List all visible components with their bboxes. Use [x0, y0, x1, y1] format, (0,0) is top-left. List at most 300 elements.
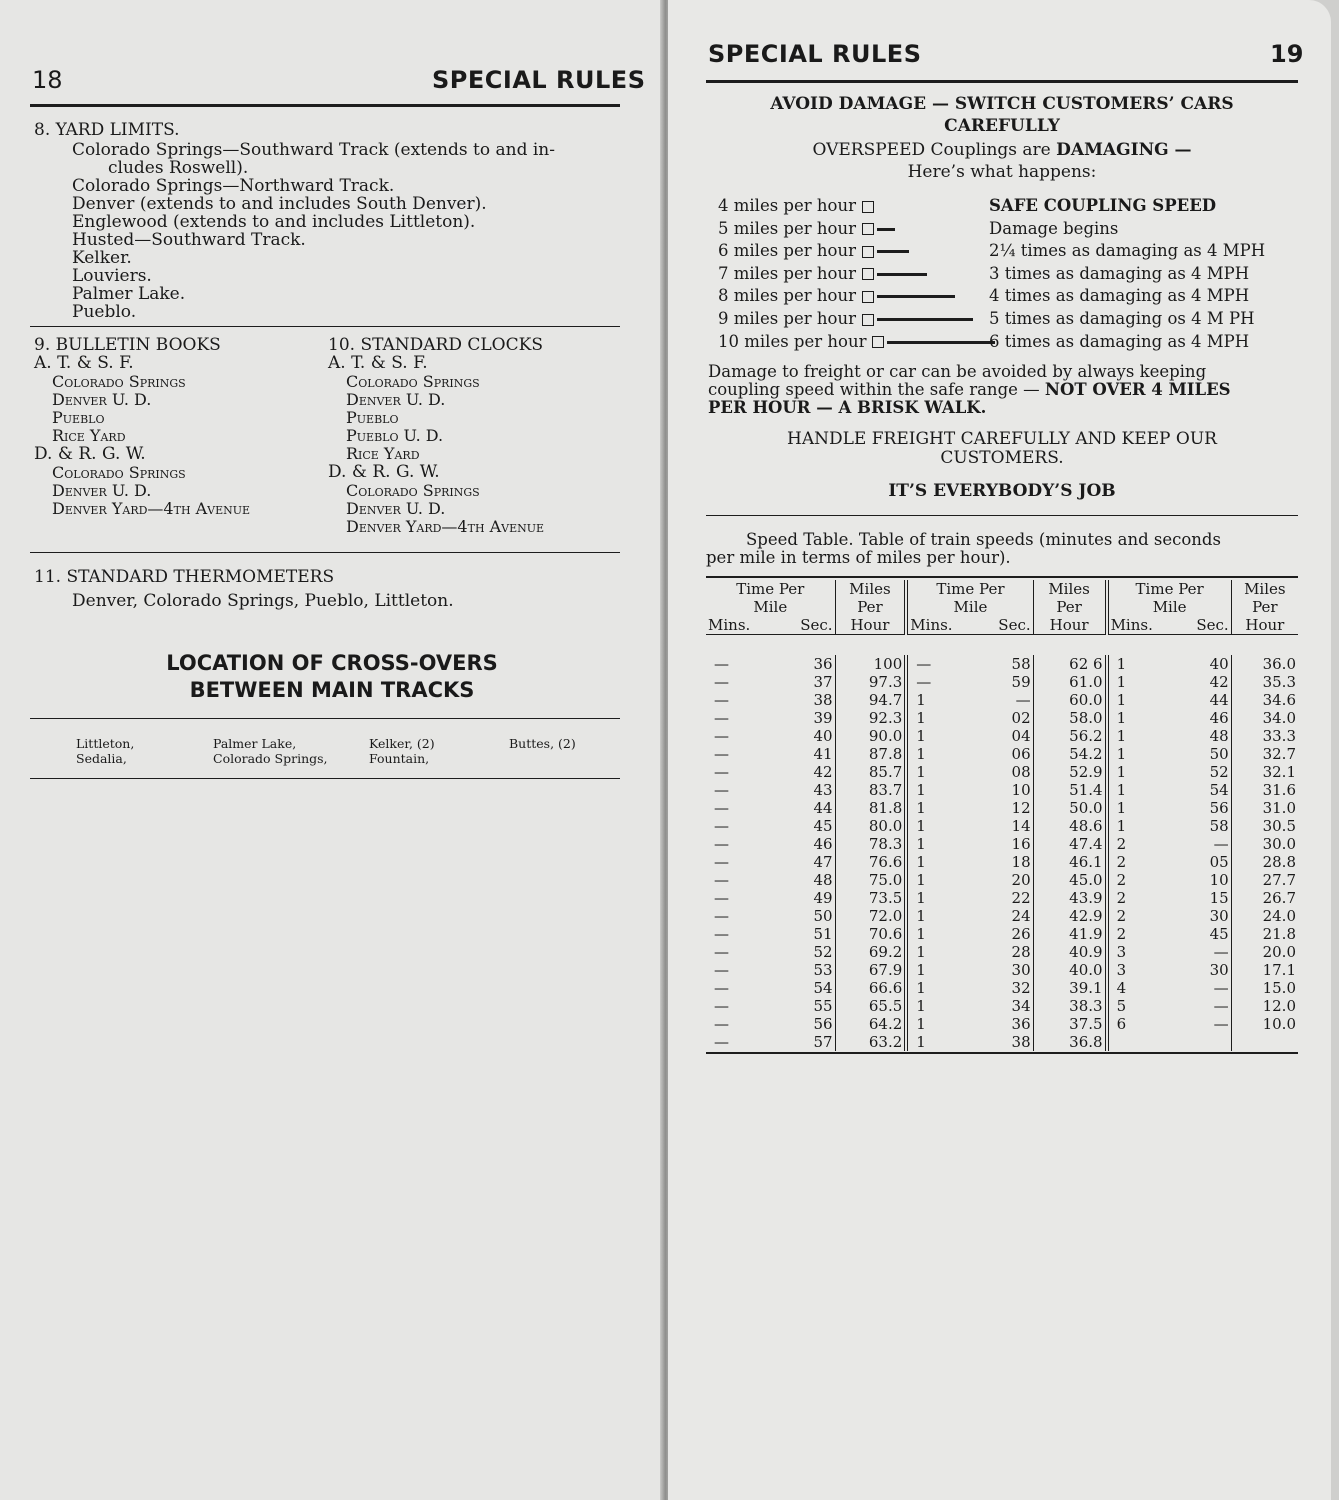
left-page — [0, 0, 664, 1500]
header-mph-line: Per — [1252, 598, 1278, 616]
table-cell: 72.0 — [835, 907, 906, 925]
table-cell: 94.7 — [835, 691, 906, 709]
crossover-location: Fountain, — [369, 751, 430, 766]
left-page-header: SPECIAL RULES — [432, 66, 646, 94]
table-cell: 42.9 — [1033, 907, 1106, 925]
clock-place: Pueblo U. D. — [346, 426, 444, 445]
table-cell: 58 — [1171, 817, 1231, 835]
handle-freight-1: HANDLE FREIGHT CAREFULLY AND KEEP OUR — [787, 429, 1217, 449]
table-cell: 2 — [1116, 925, 1127, 943]
table-cell: 2 — [1116, 907, 1127, 925]
avoid-damage-title: AVOID DAMAGE — SWITCH CUSTOMERS’ CARS — [770, 94, 1234, 114]
yard-limit-line: Denver (extends to and includes South Denver). — [72, 194, 487, 214]
header-mins: Mins. — [1110, 616, 1153, 634]
coupling-speed-row — [718, 286, 955, 306]
table-cell: — — [714, 853, 729, 871]
crossover-location: Buttes, (2) — [509, 736, 576, 751]
table-cell: 1 — [1116, 745, 1127, 763]
table-cell: 06 — [975, 745, 1033, 763]
table-cell: 1 — [916, 853, 926, 871]
table-cell: 58.0 — [1033, 709, 1106, 727]
thermometers-text: Denver, Colorado Springs, Pueblo, Littleton. — [72, 591, 454, 611]
table-cell: 75.0 — [835, 871, 906, 889]
header-mph-line: Hour — [850, 616, 890, 634]
table-cell: 18 — [975, 853, 1033, 871]
table-cell: 52.9 — [1033, 763, 1106, 781]
table-cell: 1 — [916, 799, 926, 817]
table-top-rule — [706, 576, 1298, 578]
clock-place: Denver U. D. — [346, 390, 446, 409]
yard-limit-line: Colorado Springs—Northward Track. — [72, 176, 395, 196]
table-cell: 1 — [916, 835, 926, 853]
table-cell: 1 — [1116, 799, 1127, 817]
table-cell: — — [714, 709, 729, 727]
coupling-speed-row — [718, 309, 973, 329]
coupling-effect: 2¼ times as damaging as 4 MPH — [989, 241, 1266, 261]
damage-bar — [877, 250, 909, 253]
damage-text-plain: coupling speed within the safe range — — [708, 380, 1045, 399]
table-row — [706, 997, 1298, 1015]
table-cell: 32.7 — [1262, 745, 1296, 763]
table-cell: 20.0 — [1262, 943, 1296, 961]
coupling-speed-label: 10 miles per hour — [718, 331, 867, 351]
table-cell: 65.5 — [835, 997, 906, 1015]
table-cell: 53 — [788, 961, 835, 979]
table-cell: 56.2 — [1033, 727, 1106, 745]
table-cell: 33.3 — [1262, 727, 1296, 745]
table-cell: 43 — [788, 781, 835, 799]
table-row — [706, 853, 1298, 871]
table-cell: 36.8 — [1033, 1033, 1106, 1051]
table-cell: 30.0 — [1262, 835, 1296, 853]
header-time-line: Time Per — [736, 580, 805, 598]
header-mph — [1231, 580, 1298, 635]
table-cell: 2 — [1116, 835, 1127, 853]
table-cell: 20 — [975, 871, 1033, 889]
table-row — [706, 673, 1298, 691]
checkbox-square-icon — [862, 268, 874, 280]
table-cell: 69.2 — [835, 943, 906, 961]
header-divider — [706, 635, 1298, 656]
table-row — [706, 1015, 1298, 1033]
table-cell: 50 — [1171, 745, 1231, 763]
overspeed-line — [706, 140, 1298, 160]
table-cell: 55 — [788, 997, 835, 1015]
table-row — [706, 889, 1298, 907]
table-cell: 45 — [1171, 925, 1231, 943]
section-rule — [30, 718, 620, 719]
table-row — [706, 871, 1298, 889]
table-cell: 46 — [1171, 709, 1231, 727]
table-cell: 30.5 — [1262, 817, 1296, 835]
table-cell: — — [714, 943, 729, 961]
clock-place: Colorado Springs — [346, 372, 480, 391]
section-rule — [706, 515, 1298, 516]
table-cell: 40 — [788, 727, 835, 745]
table-cell: 12 — [975, 799, 1033, 817]
table-cell: 30 — [1171, 907, 1231, 925]
table-cell: — — [714, 925, 729, 943]
table-cell: — — [714, 691, 729, 709]
yard-limit-line: Kelker. — [72, 248, 132, 268]
checkbox-square-icon — [862, 314, 874, 326]
header-sec: Sec. — [788, 616, 835, 635]
speed-table-body — [706, 655, 1298, 1051]
table-cell: 05 — [1171, 853, 1231, 871]
table-cell: 63.2 — [835, 1033, 906, 1051]
table-cell: 50.0 — [1033, 799, 1106, 817]
header-mph-line: Miles — [1244, 580, 1286, 598]
table-cell: 40 — [1171, 655, 1231, 673]
damage-bar — [887, 341, 995, 344]
yard-limits-heading: 8. YARD LIMITS. — [34, 120, 180, 140]
yard-limit-line: Pueblo. — [72, 302, 137, 322]
table-cell: 08 — [975, 763, 1033, 781]
table-cell: 52 — [788, 943, 835, 961]
table-cell: 26.7 — [1262, 889, 1296, 907]
table-cell: — — [714, 727, 729, 745]
checkbox-square-icon — [872, 336, 884, 348]
table-cell: 1 — [1116, 709, 1127, 727]
table-cell: 21.8 — [1262, 925, 1296, 943]
table-row — [706, 799, 1298, 817]
coupling-speed-label: 9 miles per hour — [718, 309, 856, 328]
table-cell: — — [714, 763, 729, 781]
table-cell: — — [714, 871, 729, 889]
table-cell: 45 — [788, 817, 835, 835]
table-cell: 38 — [975, 1033, 1033, 1051]
coupling-effect: 4 times as damaging as 4 MPH — [989, 286, 1250, 306]
thermometers-heading: 11. STANDARD THERMOMETERS — [34, 567, 335, 587]
coupling-speed-label: 4 miles per hour — [718, 196, 856, 215]
table-cell: 40.9 — [1033, 943, 1106, 961]
table-cell: 42 — [788, 763, 835, 781]
table-cell: 3 — [1116, 961, 1127, 979]
coupling-speed-row — [718, 196, 874, 216]
speed-table-caption-1: Speed Table. Table of train speeds (minutes and seconds — [746, 530, 1221, 549]
table-cell: 45.0 — [1033, 871, 1106, 889]
table-cell: 92.3 — [835, 709, 906, 727]
table-cell: 30 — [1171, 961, 1231, 979]
header-mph — [1033, 580, 1106, 635]
table-row — [706, 943, 1298, 961]
table-cell: 39.1 — [1033, 979, 1106, 997]
coupling-speed-label: 6 miles per hour — [718, 241, 856, 261]
table-cell: 1 — [916, 691, 926, 709]
table-row — [706, 907, 1298, 925]
table-cell: — — [1171, 997, 1231, 1015]
clock-place: Denver U. D. — [346, 499, 446, 518]
table-cell: 15 — [1171, 889, 1231, 907]
table-cell: 1 — [1116, 691, 1127, 709]
table-cell: — — [1171, 1015, 1231, 1033]
checkbox-square-icon — [862, 291, 874, 303]
table-cell: 34 — [975, 997, 1033, 1015]
bulletin-books-heading: 9. BULLETIN BOOKS — [34, 335, 221, 355]
table-cell: 64.2 — [835, 1015, 906, 1033]
table-cell: 56 — [1171, 799, 1231, 817]
table-cell — [1231, 1033, 1298, 1051]
table-cell: 90.0 — [835, 727, 906, 745]
table-cell: 51 — [788, 925, 835, 943]
table-row — [706, 1033, 1298, 1051]
yard-limit-line: Palmer Lake. — [72, 284, 186, 304]
table-cell: 73.5 — [835, 889, 906, 907]
table-cell: — — [714, 835, 729, 853]
header-mins: Mins. — [910, 616, 953, 634]
table-cell: 3 — [1116, 943, 1127, 961]
table-cell: 28 — [975, 943, 1033, 961]
table-cell: — — [1171, 979, 1231, 997]
table-cell: — — [714, 907, 729, 925]
table-cell: 1 — [916, 871, 926, 889]
table-cell: 36.0 — [1262, 655, 1296, 673]
table-cell: 2 — [1116, 871, 1127, 889]
table-cell: 47 — [788, 853, 835, 871]
table-cell: 32 — [975, 979, 1033, 997]
table-cell: 10 — [1171, 871, 1231, 889]
table-cell: 10.0 — [1262, 1015, 1296, 1033]
table-cell: 66.6 — [835, 979, 906, 997]
crossovers-title-line1: LOCATION OF CROSS-OVERS — [166, 651, 498, 675]
table-cell: 35.3 — [1262, 673, 1296, 691]
coupling-speed-label: 8 miles per hour — [718, 286, 856, 306]
table-row — [706, 835, 1298, 853]
damage-bar — [877, 295, 955, 298]
table-row — [706, 745, 1298, 763]
table-cell: 42 — [1171, 673, 1231, 691]
header-time-line: Time Per — [1135, 580, 1204, 598]
table-cell: — — [714, 781, 729, 799]
header-rule — [706, 80, 1298, 83]
standard-clocks-heading: 10. STANDARD CLOCKS — [328, 335, 543, 355]
clock-place: Pueblo — [346, 408, 399, 427]
checkbox-square-icon — [862, 201, 874, 213]
header-mph-line: Hour — [1049, 616, 1089, 634]
crossover-location: Sedalia, — [76, 751, 127, 766]
checkbox-square-icon — [862, 246, 874, 258]
coupling-speed-label: 7 miles per hour — [718, 263, 856, 283]
table-row — [706, 817, 1298, 835]
table-cell: 1 — [916, 727, 926, 745]
table-cell: — — [714, 799, 729, 817]
table-cell: 02 — [975, 709, 1033, 727]
table-cell: 36 — [975, 1015, 1033, 1033]
table-cell: 24.0 — [1262, 907, 1296, 925]
header-time-per-mile — [906, 580, 1033, 616]
table-cell: 49 — [788, 889, 835, 907]
table-cell: 60.0 — [1033, 691, 1106, 709]
table-cell: 39 — [788, 709, 835, 727]
table-cell: 24 — [975, 907, 1033, 925]
header-time-line: Mile — [953, 598, 988, 616]
header-time-per-mile — [706, 580, 835, 616]
table-cell: 32.1 — [1262, 763, 1296, 781]
table-cell: 1 — [1116, 781, 1127, 799]
table-cell: 52 — [1171, 763, 1231, 781]
table-cell: 85.7 — [835, 763, 906, 781]
overspeed-prefix: OVERSPEED Couplings are — [812, 140, 1057, 160]
table-cell: 04 — [975, 727, 1033, 745]
header-mph-line: Miles — [849, 580, 891, 598]
crossover-location: Colorado Springs, — [213, 751, 328, 766]
table-cell: — — [714, 889, 729, 907]
table-cell: 61.0 — [1033, 673, 1106, 691]
table-cell: — — [714, 961, 729, 979]
table-cell: 38 — [788, 691, 835, 709]
table-cell: 76.6 — [835, 853, 906, 871]
table-cell: 37.5 — [1033, 1015, 1106, 1033]
table-cell: 59 — [975, 673, 1033, 691]
table-cell: 100 — [835, 655, 906, 673]
table-cell: 28.8 — [1262, 853, 1296, 871]
table-cell: 1 — [916, 709, 926, 727]
speed-table — [706, 580, 1298, 1051]
bulletin-place: Rice Yard — [52, 426, 126, 445]
header-time-per-mile — [1107, 580, 1232, 616]
table-cell: 1 — [916, 1015, 926, 1033]
table-cell: 54.2 — [1033, 745, 1106, 763]
table-cell: 70.6 — [835, 925, 906, 943]
table-cell: 1 — [916, 997, 926, 1015]
table-cell: 6 — [1116, 1015, 1127, 1033]
table-cell: — — [714, 745, 729, 763]
table-cell: 62 6 — [1033, 655, 1106, 673]
clock-place: Denver Yard—4th Avenue — [346, 517, 545, 536]
table-cell: 58 — [975, 655, 1033, 673]
crossovers-title-line2: BETWEEN MAIN TRACKS — [189, 678, 475, 702]
railroad-name: D. & R. G. W. — [34, 444, 146, 464]
bulletin-place: Colorado Springs — [52, 372, 186, 391]
table-row — [706, 655, 1298, 673]
header-rule — [30, 104, 620, 107]
bulletin-place: Pueblo — [52, 408, 105, 427]
table-cell: 1 — [1116, 817, 1127, 835]
checkbox-square-icon — [862, 223, 874, 235]
table-cell: 57 — [788, 1033, 835, 1051]
table-cell: 10 — [975, 781, 1033, 799]
happens-line: Here’s what happens: — [907, 162, 1097, 182]
table-cell: — — [714, 655, 729, 673]
table-row — [706, 691, 1298, 709]
header-time-line: Mile — [753, 598, 788, 616]
railroad-name: A. T. & S. F. — [34, 353, 134, 373]
table-row — [706, 727, 1298, 745]
yard-limit-line: Louviers. — [72, 266, 152, 286]
table-cell: 14 — [975, 817, 1033, 835]
bulletin-place: Colorado Springs — [52, 463, 186, 482]
table-cell: — — [714, 1015, 729, 1033]
table-cell: 30 — [975, 961, 1033, 979]
railroad-name: A. T. & S. F. — [328, 353, 428, 373]
damage-bar — [877, 318, 973, 321]
yard-limit-line: Englewood (extends to and includes Littleton). — [72, 212, 476, 232]
table-cell: 1 — [916, 961, 926, 979]
table-cell: 1 — [916, 817, 926, 835]
table-cell: 87.8 — [835, 745, 906, 763]
header-mins: Mins. — [708, 616, 751, 634]
damage-text-bold: NOT OVER 4 MILES — [1044, 380, 1231, 399]
table-cell: 5 — [1116, 997, 1127, 1015]
crossover-location: Littleton, — [76, 736, 135, 751]
table-cell: 40.0 — [1033, 961, 1106, 979]
header-sec: Sec. — [1171, 616, 1231, 635]
table-cell: 12.0 — [1262, 997, 1296, 1015]
table-cell: 56 — [788, 1015, 835, 1033]
table-cell: 80.0 — [835, 817, 906, 835]
table-cell: 48.6 — [1033, 817, 1106, 835]
table-cell: — — [916, 673, 932, 691]
table-cell: — — [975, 691, 1033, 709]
table-cell: 1 — [916, 1033, 926, 1051]
table-cell: 47.4 — [1033, 835, 1106, 853]
table-row — [706, 763, 1298, 781]
table-cell — [1171, 1033, 1231, 1051]
table-row — [706, 979, 1298, 997]
table-cell: 46.1 — [1033, 853, 1106, 871]
table-cell: 1 — [916, 907, 926, 925]
page-number-right: 19 — [1270, 40, 1304, 68]
table-cell: — — [714, 1033, 729, 1051]
clock-place: Rice Yard — [346, 444, 420, 463]
table-row — [706, 925, 1298, 943]
handle-freight-2: CUSTOMERS. — [940, 448, 1064, 468]
table-cell: 44 — [788, 799, 835, 817]
table-cell: 44 — [1171, 691, 1231, 709]
table-cell: 2 — [1116, 853, 1127, 871]
table-cell: 38.3 — [1033, 997, 1106, 1015]
coupling-speed-row — [718, 241, 909, 261]
railroad-name: D. & R. G. W. — [328, 462, 440, 482]
section-rule — [30, 778, 620, 779]
table-cell: 1 — [916, 943, 926, 961]
table-cell: 50 — [788, 907, 835, 925]
table-cell: 97.3 — [835, 673, 906, 691]
table-row — [706, 781, 1298, 799]
coupling-effect: SAFE COUPLING SPEED — [989, 196, 1217, 215]
coupling-speed-row — [718, 264, 927, 284]
avoid-damage-title-2: CAREFULLY — [944, 116, 1060, 136]
table-cell: 34.6 — [1262, 691, 1296, 709]
table-cell: 31.0 — [1262, 799, 1296, 817]
table-cell: 17.1 — [1262, 961, 1296, 979]
table-cell: 15.0 — [1262, 979, 1296, 997]
crossover-location: Palmer Lake, — [213, 736, 297, 751]
header-mph — [835, 580, 906, 635]
table-cell: 48 — [788, 871, 835, 889]
table-cell: 26 — [975, 925, 1033, 943]
header-mph-line: Per — [1056, 598, 1082, 616]
yard-limit-line: Husted—Southward Track. — [72, 230, 306, 250]
damage-text-3: PER HOUR — A BRISK WALK. — [708, 398, 987, 417]
table-row — [706, 961, 1298, 979]
table-cell: 54 — [1171, 781, 1231, 799]
damage-bar — [877, 228, 895, 231]
table-cell: 22 — [975, 889, 1033, 907]
damage-bar — [877, 273, 927, 276]
table-cell: 46 — [788, 835, 835, 853]
coupling-speed-label: 5 miles per hour — [718, 218, 856, 238]
coupling-effect: 6 times as damaging as 4 MPH — [989, 331, 1250, 351]
bulletin-place: Denver Yard—4th Avenue — [52, 499, 251, 518]
table-cell: — — [916, 655, 932, 673]
table-cell: 1 — [916, 763, 926, 781]
table-cell: 43.9 — [1033, 889, 1106, 907]
yard-limit-line: Colorado Springs—Southward Track (extends to and in- — [72, 140, 555, 160]
right-page — [668, 0, 1331, 1500]
table-cell: — — [1171, 943, 1231, 961]
header-mph-line: Miles — [1048, 580, 1090, 598]
